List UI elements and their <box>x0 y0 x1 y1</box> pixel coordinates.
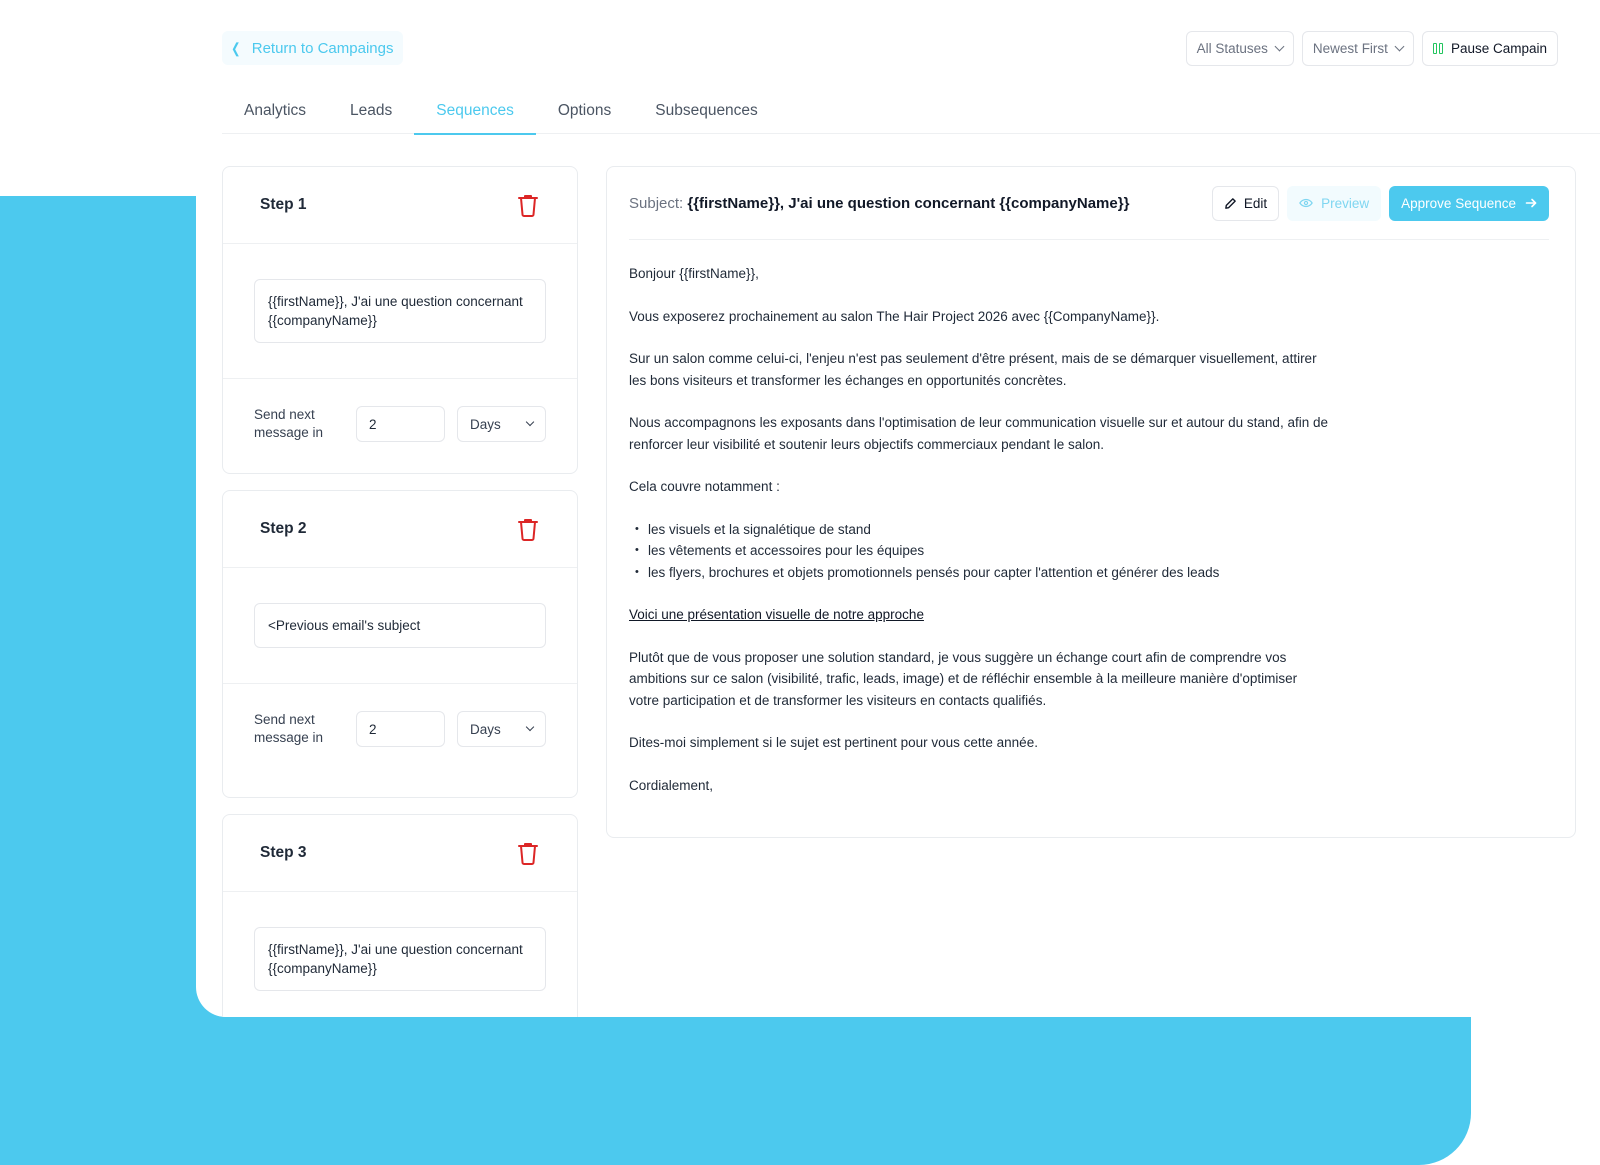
step-title: Step 3 <box>260 844 307 861</box>
pause-icon <box>1433 43 1443 54</box>
step-subject-input[interactable]: {{firstName}}, J'ai une question concernant {{companyName}} <box>254 279 546 343</box>
email-closing: Cordialement, <box>629 777 714 793</box>
email-panel <box>606 166 1576 838</box>
approve-label: Approve Sequence <box>1401 195 1516 211</box>
trash-icon[interactable] <box>517 193 539 217</box>
step-title: Step 1 <box>260 196 307 213</box>
chevron-down-icon <box>526 418 534 426</box>
status-filter-value: All Statuses <box>1196 41 1268 56</box>
sort-select[interactable] <box>1302 31 1414 66</box>
list-item: • les flyers, brochures et objets promotionnels pensés pour capter l'attention et générer des leads <box>629 562 1329 584</box>
step-subject-section <box>223 892 577 1017</box>
app-window <box>196 0 1600 1017</box>
step-header <box>223 167 577 244</box>
step-subject-section <box>223 244 577 379</box>
step-delay-row <box>223 379 577 469</box>
eye-icon <box>1299 198 1313 208</box>
email-bullet-list <box>629 519 1329 584</box>
sort-value: Newest First <box>1312 41 1388 56</box>
step-header <box>223 491 577 568</box>
email-paragraph: Cela couvre notamment : <box>629 479 780 494</box>
delay-unit-select[interactable] <box>457 711 546 747</box>
trash-icon[interactable] <box>517 517 539 541</box>
email-paragraph: Nous accompagnons les exposants dans l'optimisation de leur communication visuelle sur et autour du stand, afin de renforcer leur visibilité et soutenir leurs objectifs commerciaux pendant le salon. <box>629 415 1328 452</box>
step-subject-input[interactable]: {{firstName}}, J'ai une question concernant {{companyName}} <box>254 927 546 991</box>
delay-unit-value: Days <box>470 721 501 737</box>
top-actions <box>1186 31 1558 66</box>
email-subject-line <box>629 195 1212 212</box>
email-actions <box>1212 186 1549 221</box>
step-header <box>223 815 577 892</box>
background-accent-bottom <box>0 1017 1471 1165</box>
subject-value: {{firstName}}, J'ai une question concernant {{companyName}} <box>687 194 1130 212</box>
status-filter-select[interactable] <box>1186 31 1294 66</box>
step-subject-input[interactable]: <Previous email's subject <box>254 603 546 648</box>
email-paragraph: Vous exposerez prochainement au salon The Hair Project 2026 avec {{CompanyName}}. <box>629 308 1160 324</box>
delay-unit-select[interactable] <box>457 406 546 442</box>
email-body <box>629 263 1329 817</box>
step-card-3 <box>222 814 578 1017</box>
approve-sequence-button[interactable] <box>1389 186 1549 221</box>
chevron-down-icon <box>1274 42 1284 52</box>
email-header <box>629 167 1549 240</box>
email-greeting: Bonjour {{firstName}}, <box>629 266 759 281</box>
pencil-icon <box>1224 197 1237 210</box>
edit-label: Edit <box>1243 195 1268 211</box>
step-title: Step 2 <box>260 520 307 537</box>
return-to-campaigns-button[interactable] <box>222 31 403 65</box>
edit-button[interactable] <box>1212 186 1279 221</box>
email-paragraph: Dites-moi simplement si le sujet est pertinent pour vous cette année. <box>629 735 1038 750</box>
presentation-link[interactable]: Voici une présentation visuelle de notre approche <box>629 607 924 622</box>
list-item: • les visuels et la signalétique de stand <box>629 519 1329 541</box>
chevron-down-icon <box>526 723 534 731</box>
list-item: • les vêtements et accessoires pour les équipes <box>629 540 1329 562</box>
chevron-left-icon: ❮ <box>231 39 241 56</box>
arrow-right-icon <box>1525 197 1537 209</box>
step-card-2 <box>222 490 578 798</box>
preview-label: Preview <box>1321 195 1370 211</box>
pause-label: Pause Campain <box>1450 41 1547 56</box>
preview-button[interactable] <box>1287 186 1381 221</box>
pause-campaign-button[interactable] <box>1422 31 1558 66</box>
delay-label: Send next message in <box>254 712 324 745</box>
tab-leads[interactable]: Leads <box>350 102 393 119</box>
delay-unit-value: Days <box>470 416 501 432</box>
tab-bar <box>222 96 1600 134</box>
tab-options[interactable]: Options <box>557 102 612 119</box>
delay-value-input[interactable]: 2 <box>356 711 445 747</box>
subject-label: Subject: <box>629 194 684 212</box>
chevron-down-icon <box>1394 42 1404 52</box>
email-paragraph: Sur un salon comme celui-ci, l'enjeu n'est pas seulement d'être présent, mais de se démarquer visuellement, attirer les bons visiteurs et transformer les échanges en opportunités concrètes. <box>629 351 1317 388</box>
step-subject-section <box>223 568 577 684</box>
tab-analytics[interactable]: Analytics <box>244 102 307 119</box>
delay-value-input[interactable]: 2 <box>356 406 445 442</box>
trash-icon[interactable] <box>517 841 539 865</box>
email-paragraph: Plutôt que de vous proposer une solution standard, je vous suggère un échange court afin de comprendre vos ambitions sur ce salon (visibilité, trafic, leads, image) et de réfléchir ensemble à la meilleure manière d'optimiser votre participation et de transformer les visiteurs en contacts qualifiés. <box>629 649 1298 708</box>
tab-subsequences[interactable]: Subsequences <box>655 102 758 119</box>
step-card-1 <box>222 166 578 474</box>
return-label: Return to Campaings <box>251 39 394 57</box>
tab-sequences[interactable]: Sequences <box>414 96 536 134</box>
step-delay-row <box>223 684 577 774</box>
delay-label: Send next message in <box>254 407 324 440</box>
